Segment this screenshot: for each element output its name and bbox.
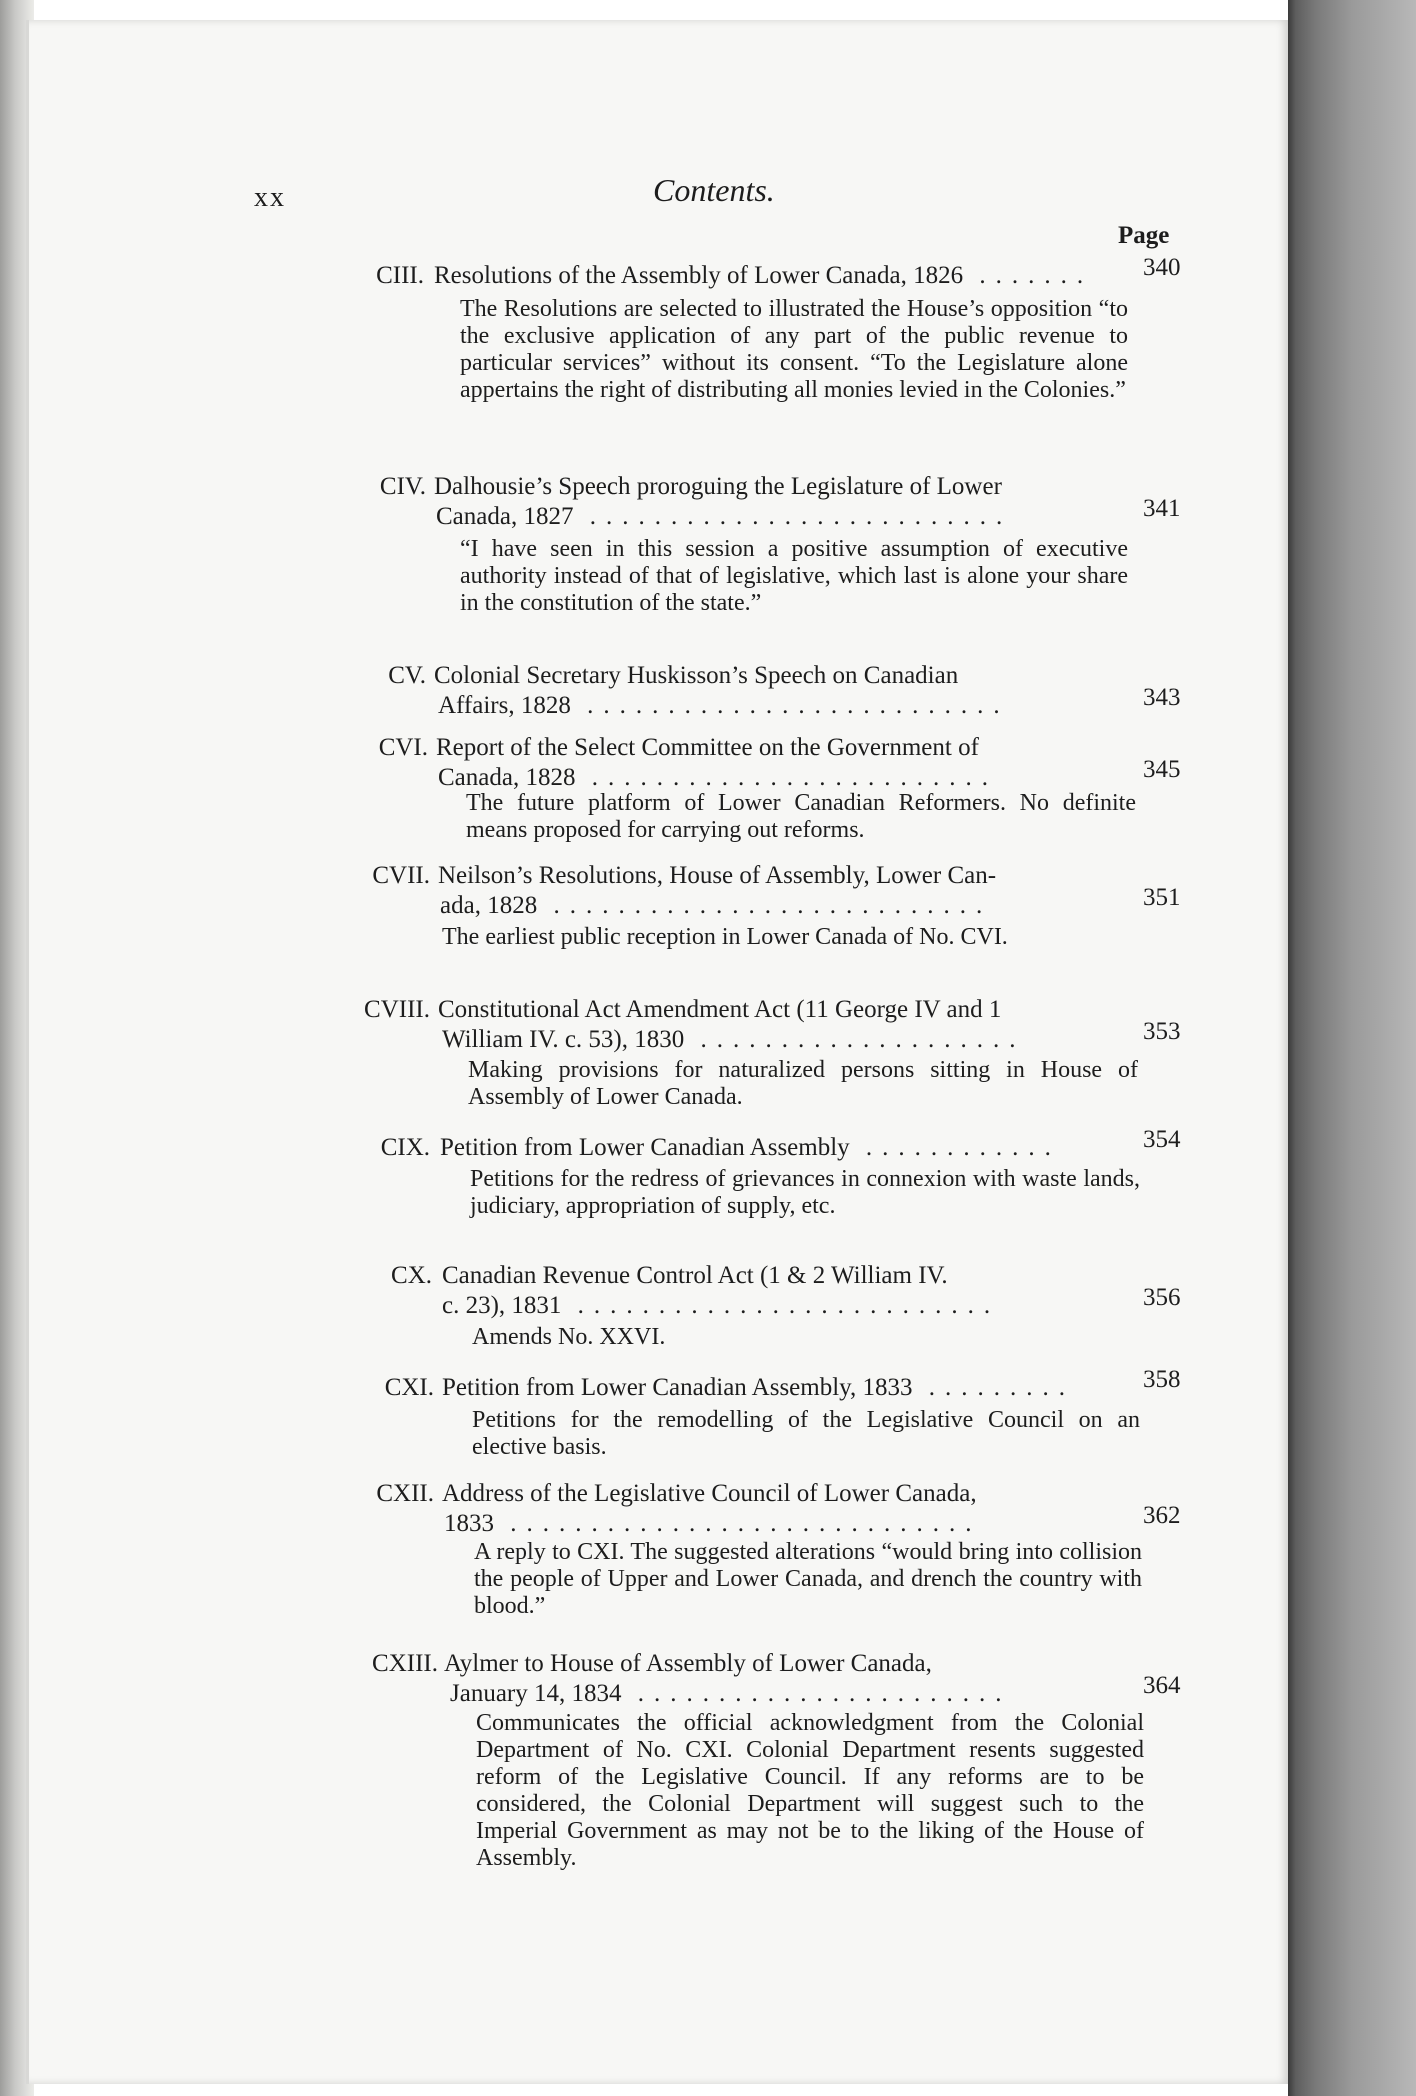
entry-note: The Resolutions are selected to illustrated the House’s opposition “to the exclusive application of any part of the public revenue to particular services” without its consent. “To the Legislature alone appertains the right of distributing all monies levied in the Colonies.” bbox=[460, 296, 1128, 403]
entry-title-line: Petition from Lower Canadian Assembly bbox=[440, 1134, 850, 1161]
dot-leader: .......................... bbox=[561, 1292, 1001, 1319]
entry-title-line: Neilson’s Resolutions, House of Assembly, Lower Can- bbox=[438, 862, 997, 889]
entry-note: The future platform of Lower Canadian Reformers. No definite means proposed for carrying out reforms. bbox=[466, 790, 1136, 843]
folio-number: xx bbox=[254, 182, 286, 213]
dot-leader: ....... bbox=[963, 262, 1094, 289]
entry-title-line: c. 23), 1831 bbox=[442, 1292, 562, 1319]
entry-title-line: Canada, 1828 bbox=[438, 764, 576, 791]
page-number: 341 bbox=[1143, 495, 1181, 522]
entry-note: The earliest public reception in Lower Canada of No. CVI. bbox=[442, 924, 1008, 950]
entry-title-line: Aylmer to House of Assembly of Lower Canada, bbox=[444, 1650, 932, 1677]
entry-title-line: William IV. c. 53), 1830 bbox=[442, 1026, 685, 1053]
page-number: 353 bbox=[1143, 1018, 1181, 1045]
entry-number: CXI. bbox=[384, 1374, 434, 1401]
entry-number: CXII. bbox=[376, 1480, 434, 1507]
entry-title-line: Dalhousie’s Speech proroguing the Legislature of Lower bbox=[434, 473, 1002, 500]
entry-note: Petitions for the redress of grievances in connexion with waste lands, judiciary, appropriation of supply, etc. bbox=[470, 1166, 1140, 1219]
entry-note: Amends No. XXVI. bbox=[472, 1324, 666, 1350]
entry-number: CVIII. bbox=[364, 996, 430, 1023]
entry-number: CIV. bbox=[379, 473, 426, 500]
dot-leader: ......................... bbox=[575, 764, 998, 791]
entry-title-line: Resolutions of the Assembly of Lower Canada, 1826 bbox=[434, 262, 964, 289]
entry-title-line: 1833 bbox=[444, 1510, 494, 1537]
entry-number: CXIII. bbox=[372, 1650, 438, 1677]
facing-page-edge bbox=[1288, 0, 1416, 2096]
page-number: 364 bbox=[1143, 1672, 1181, 1699]
dot-leader: .......................... bbox=[573, 503, 1013, 530]
dot-leader: .......................... bbox=[570, 692, 1010, 719]
entry-number: CVII. bbox=[372, 862, 430, 889]
entry-number: CV. bbox=[388, 662, 426, 689]
page-number: 356 bbox=[1143, 1284, 1181, 1311]
entry-note: Communicates the official acknowledgment from the Colonial Department of No. CXI. Colonial Department resents suggested reform of the Legislative Council. If any reforms are to be considered, the Colonial Department will suggest such to the Imperial Government as may not be to the liking of the House of Assembly. bbox=[476, 1710, 1144, 1871]
entry-title-line: Canada, 1827 bbox=[436, 503, 574, 530]
dot-leader: ......... bbox=[912, 1374, 1076, 1401]
page-number: 351 bbox=[1143, 884, 1181, 911]
entry-title-line: January 14, 1834 bbox=[450, 1680, 622, 1707]
dot-leader: .................... bbox=[684, 1026, 1026, 1053]
entry-note: A reply to CXI. The suggested alterations “would bring into collision the people of Upper and Lower Canada, and drench the country with blood.” bbox=[474, 1539, 1142, 1619]
entry-note: Making provisions for naturalized persons sitting in House of Assembly of Lower Canada. bbox=[468, 1057, 1138, 1110]
entry-note: Petitions for the remodelling of the Legislative Council on an elective basis. bbox=[472, 1407, 1140, 1460]
entry-title-line: Colonial Secretary Huskisson’s Speech on Canadian bbox=[434, 662, 959, 689]
entry-number: CVI. bbox=[378, 734, 428, 761]
page-number: 345 bbox=[1143, 756, 1181, 783]
entry-note: “I have seen in this session a positive assumption of executive authority instead of that of legislative, which last is alone your share in the constitution of the state.” bbox=[460, 536, 1128, 616]
dot-leader: ............ bbox=[849, 1134, 1061, 1161]
entry-number: CIX. bbox=[380, 1134, 430, 1161]
entry-title-line: Address of the Legislative Council of Lower Canada, bbox=[442, 1480, 977, 1507]
entry-title-line: Affairs, 1828 bbox=[438, 692, 571, 719]
entry-number: CX. bbox=[391, 1262, 432, 1289]
running-title: Contents. bbox=[653, 172, 775, 208]
page-number: 354 bbox=[1143, 1126, 1181, 1153]
entry-title-line: Report of the Select Committee on the Government of bbox=[436, 734, 979, 761]
entry-title-line: Petition from Lower Canadian Assembly, 1833 bbox=[442, 1374, 913, 1401]
page-number: 362 bbox=[1143, 1502, 1181, 1529]
entry-title-line: Constitutional Act Amendment Act (11 George IV and 1 bbox=[438, 996, 1002, 1023]
dot-leader: ........................... bbox=[537, 892, 993, 919]
page-number: 358 bbox=[1143, 1366, 1181, 1393]
page-number: 340 bbox=[1143, 254, 1181, 281]
dot-leader: ....................... bbox=[621, 1680, 1012, 1707]
page-column-heading: Page bbox=[1118, 222, 1170, 249]
entry-title-line: Canadian Revenue Control Act (1 & 2 William IV. bbox=[442, 1262, 948, 1289]
dot-leader: ............................. bbox=[494, 1510, 982, 1537]
entry-title-line: ada, 1828 bbox=[440, 892, 538, 919]
entry-number: CIII. bbox=[376, 262, 424, 289]
page-number: 343 bbox=[1143, 684, 1181, 711]
